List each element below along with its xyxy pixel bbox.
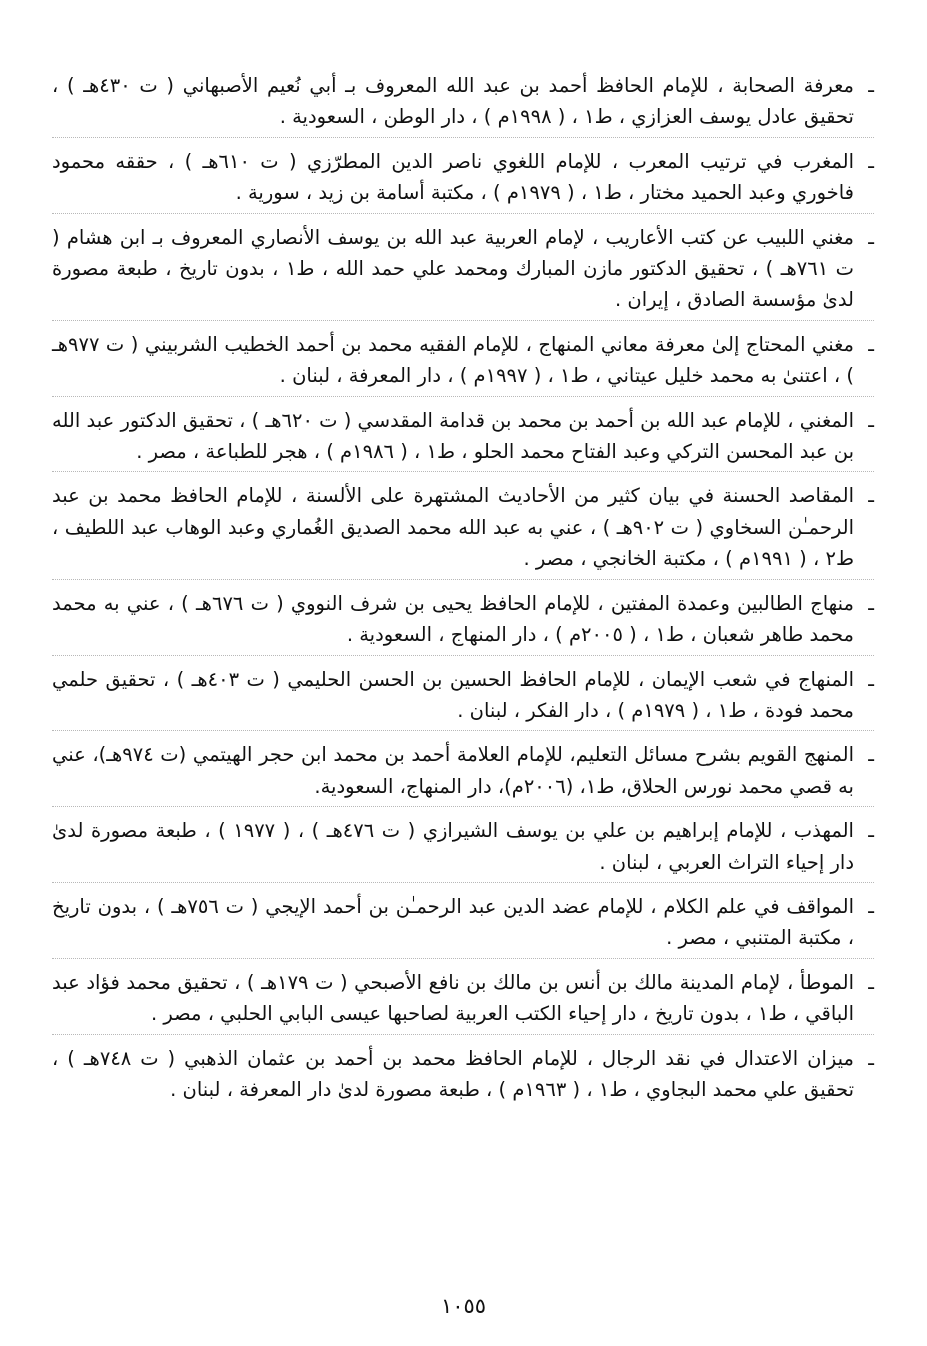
bibliography-entry: [52, 891, 874, 959]
entry-text: المغني ، للإمام عبد الله بن أحمد بن محمد بن قدامة المقدسي ( ت ٦٢٠هـ ) ، تحقيق الدكتور عبد الله بن عبد المحسن التركي وعبد الفتاح محمد الحلو ، ط١ ، ( ١٩٨٦م ) ، هجر للطباعة ، مصر .: [52, 408, 854, 464]
bibliography-entry: [52, 405, 874, 473]
entry-text: مغني المحتاج إلىٰ معرفة معاني المنهاج ، للإمام الفقيه محمد بن أحمد الخطيب الشربيني ( ت ٩٧٧هـ ) ، اعتنىٰ به محمد خليل عيتاني ، ط١ ، ( ١٩٩٧م ) ، دار المعرفة ، لبنان .: [52, 332, 854, 388]
bibliography-entry: [52, 1043, 874, 1110]
page-number: ١٠٥٥: [440, 1294, 487, 1318]
bibliography-entry: [52, 70, 874, 138]
entry-text: مغني اللبيب عن كتب الأعاريب ، لإمام العربية عبد الله بن يوسف الأنصاري المعروف بـ ابن هشام ( ت ٧٦١هـ ) ، تحقيق الدكتور مازن المبارك ومحمد علي حمد الله ، ط١ ، بدون تاريخ ، طبعة مصورة لدىٰ مؤسسة الصادق ، إيران .: [52, 225, 854, 312]
entry-text: معرفة الصحابة ، للإمام الحافظ أحمد بن عبد الله المعروف بـ أبي نُعيم الأصبهاني ( ت ٤٣٠هـ ) ، تحقيق عادل يوسف العزازي ، ط١ ، ( ١٩٩٨م ) ، دار الوطن ، السعودية .: [52, 74, 854, 129]
entry-dash: ـ: [868, 743, 874, 767]
bibliography-entry: [52, 329, 874, 397]
entry-dash: ـ: [868, 332, 874, 356]
entry-dash: ـ: [868, 591, 874, 615]
entry-dash: ـ: [868, 970, 874, 994]
entry-dash: ـ: [868, 667, 874, 691]
entry-dash: ـ: [868, 74, 874, 97]
bibliography-entry: [52, 815, 874, 883]
entry-dash: ـ: [868, 894, 874, 918]
entry-dash: ـ: [868, 1046, 874, 1070]
entry-text: المنهاج في شعب الإيمان ، للإمام الحافظ الحسين بن الحسن الحليمي ( ت ٤٠٣هـ ) ، تحقيق حلمي محمد فودة ، ط١ ، ( ١٩٧٩م ) ، دار الفكر ، لبنان .: [52, 667, 854, 722]
entry-text: المغرب في ترتيب المعرب ، للإمام اللغوي ناصر الدين المطرّزي ( ت ٦١٠هـ ) ، حققه محمود فاخوري وعبد الحميد مختار ، ط١ ، ( ١٩٧٩م ) ، مكتبة أسامة بن زيد ، سورية .: [52, 149, 854, 205]
bibliography-entry: [52, 967, 874, 1035]
entry-dash: ـ: [868, 484, 874, 508]
entry-dash: ـ: [868, 225, 874, 249]
entry-text: الموطأ ، لإمام المدينة مالك بن أنس بن مالك بن نافع الأصبحي ( ت ١٧٩هـ ) ، تحقيق محمد فؤاد عبد الباقي ، ط١ ، بدون تاريخ ، دار إحياء الكتب العربية لصاحبها عيسى البابي الحلبي ، مصر .: [52, 970, 854, 1026]
bibliography-list: [52, 70, 874, 1117]
bibliography-entry: [52, 739, 874, 807]
entry-dash: ـ: [868, 149, 874, 173]
bibliography-entry: [52, 222, 874, 321]
entry-dash: ـ: [868, 408, 874, 432]
entry-text: منهاج الطالبين وعمدة المفتين ، للإمام الحافظ يحيى بن شرف النووي ( ت ٦٧٦هـ ) ، عني به محمد محمد طاهر شعبان ، ط١ ، ( ٢٠٠٥م ) ، دار المنهاج ، السعودية .: [52, 591, 854, 647]
bibliography-entry: [52, 146, 874, 214]
bibliography-entry: [52, 588, 874, 656]
bibliography-entry: [52, 664, 874, 732]
bibliography-entry: [52, 480, 874, 579]
entry-dash: ـ: [868, 819, 874, 843]
entry-text: المقاصد الحسنة في بيان كثير من الأحاديث المشتهرة على الألسنة ، للإمام الحافظ محمد بن عبد الرحمـٰن السخاوي ( ت ٩٠٢هـ ) ، عني به عبد الله محمد الصديق الغُماري وعبد الوهاب عبد اللطيف ، ط٢ ، ( ١٩٩١م ) ، مكتبة الخانجي ، مصر .: [52, 484, 854, 571]
entry-text: المنهج القويم بشرح مسائل التعليم، للإمام العلامة أحمد بن محمد ابن حجر الهيتمي (ت ٩٧٤هـ)، عني به قصي محمد نورس الحلاق، ط١، (٢٠٠٦م)، دار المنهاج، السعودية.: [52, 743, 854, 798]
entry-text: المهذب ، للإمام إبراهيم بن علي بن يوسف الشيرازي ( ت ٤٧٦هـ ) ، ( ١٩٧٧ ) ، طبعة مصورة لدىٰ دار إحياء التراث العربي ، لبنان .: [52, 819, 854, 874]
entry-text: المواقف في علم الكلام ، للإمام عضد الدين عبد الرحمـٰن بن أحمد الإيجي ( ت ٧٥٦هـ ) ، بدون تاريخ ، مكتبة المتنبي ، مصر .: [52, 894, 854, 950]
entry-text: ميزان الاعتدال في نقد الرجال ، للإمام الحافظ محمد بن أحمد بن عثمان الذهبي ( ت ٧٤٨هـ ) ، تحقيق علي محمد البجاوي ، ط١ ، ( ١٩٦٣م ) ، طبعة مصورة لدىٰ دار المعرفة ، لبنان .: [52, 1046, 855, 1101]
